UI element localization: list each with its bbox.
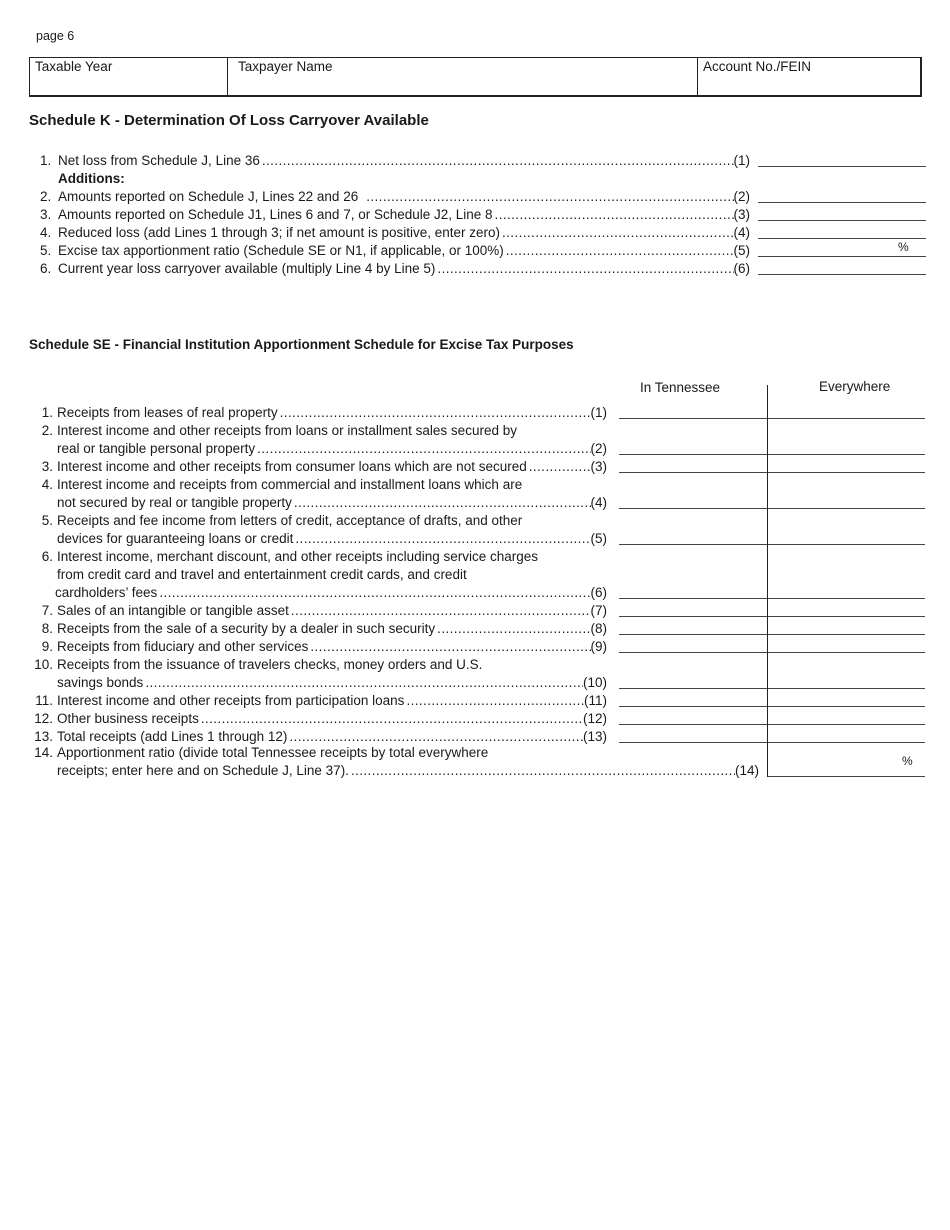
tn-answer-8[interactable] — [619, 634, 767, 635]
line-text-cont: from credit card and travel and entertainment credit cards, and credit — [57, 567, 467, 582]
tn-answer-2[interactable] — [619, 454, 767, 455]
line-text: Current year loss carryover available (multiply Line 4 by Line 5) — [58, 261, 436, 276]
schedule-se-line-6 — [29, 548, 607, 602]
everywhere-answer-12[interactable] — [768, 724, 925, 725]
schedule-se-line-10 — [29, 656, 607, 692]
page-number: page 6 — [36, 29, 75, 43]
schedule-se-line-7 — [29, 602, 607, 620]
leader-dots — [437, 620, 590, 638]
line-ref: (8) — [590, 621, 607, 636]
leader-dots — [262, 152, 734, 170]
line-ref: (4) — [590, 495, 607, 510]
leader-dots — [280, 404, 591, 422]
line-text: Reduced loss (add Lines 1 through 3; if net amount is positive, enter zero) — [58, 225, 500, 240]
schedule-se-line-2 — [29, 422, 607, 458]
leader-dots — [366, 188, 733, 206]
line-number: 6. — [40, 261, 52, 276]
schedule-k-line-5 — [40, 242, 750, 260]
line-number: 6. — [41, 549, 53, 564]
line-number: 12. — [34, 711, 53, 726]
account-no-label: Account No./FEIN — [703, 59, 812, 74]
leader-dots — [529, 458, 591, 476]
schedule-se-line-8 — [29, 620, 607, 638]
tn-answer-4[interactable] — [619, 508, 767, 509]
line-number: 11. — [35, 693, 53, 708]
line-text: Receipts from the issuance of travelers checks, money orders and U.S. — [57, 657, 483, 672]
line-text: Receipts and fee income from letters of credit, acceptance of drafts, and other — [57, 513, 523, 528]
leader-dots — [310, 638, 590, 656]
percent-sign: % — [902, 754, 913, 768]
line-ref: (5) — [733, 243, 750, 258]
schedule-se-line-12 — [29, 710, 607, 728]
line-text: Receipts from the sale of a security by a dealer in such security — [57, 621, 436, 636]
everywhere-answer-11[interactable] — [768, 706, 925, 707]
line-ref: (6) — [590, 585, 607, 600]
line-text-cont: cardholders’ fees — [55, 585, 158, 600]
line-text: Interest income and other receipts from consumer loans which are not secured — [57, 459, 527, 474]
tn-answer-9[interactable] — [619, 652, 767, 653]
line-ref: (6) — [733, 261, 750, 276]
line-text: Interest income and other receipts from loans or installment sales secured by — [57, 423, 517, 438]
tn-answer-3[interactable] — [619, 472, 767, 473]
column-divider — [767, 385, 768, 777]
schedule-se-line-1 — [29, 404, 607, 422]
schedule-se-title: Schedule SE - Financial Institution Apportionment Schedule for Excise Tax Purposes — [29, 337, 574, 352]
schedule-se-line-4 — [29, 476, 607, 512]
leader-dots — [295, 530, 590, 548]
line-number: 13. — [34, 729, 53, 744]
schedule-k-title: Schedule K - Determination Of Loss Carryover Available — [29, 112, 429, 129]
line-ref: (2) — [590, 441, 607, 456]
leader-dots — [257, 440, 590, 458]
schedule-k-line-4 — [40, 224, 750, 242]
schedule-se-line-14 — [29, 744, 759, 780]
schedule-k-line-1 — [40, 152, 750, 170]
account-no-field[interactable] — [698, 58, 923, 95]
line-number: 14. — [34, 745, 53, 760]
leader-dots — [294, 494, 591, 512]
schedule-se-line-11 — [29, 692, 607, 710]
schedule-k-answer-2[interactable] — [758, 202, 926, 203]
line-ref: (4) — [733, 225, 750, 240]
taxable-year-label: Taxable Year — [35, 59, 113, 74]
line-number: 5. — [40, 243, 52, 258]
line-number: 1. — [40, 153, 52, 168]
schedule-k-answer-5[interactable] — [758, 256, 926, 257]
everywhere-answer-3[interactable] — [768, 472, 925, 473]
schedule-k-answer-3[interactable] — [758, 220, 926, 221]
line-text: Excise tax apportionment ratio (Schedule SE or N1, if applicable, or 100%) — [58, 243, 504, 258]
leader-dots — [506, 242, 734, 260]
tn-answer-6[interactable] — [619, 598, 767, 599]
line-ref: (13) — [582, 729, 607, 744]
line-number: 5. — [41, 513, 53, 528]
line-ref: (3) — [590, 459, 607, 474]
tn-answer-5[interactable] — [619, 544, 767, 545]
header-table — [29, 57, 922, 97]
line-text: Receipts from leases of real property — [57, 405, 278, 420]
leader-dots — [291, 602, 591, 620]
line-ref: (1) — [733, 153, 750, 168]
col-header-tennessee: In Tennessee — [640, 380, 721, 395]
line-text: Total receipts (add Lines 1 through 12) — [57, 729, 288, 744]
line-ref: (11) — [583, 693, 607, 708]
line-text: Other business receipts — [57, 711, 199, 726]
line-text: Net loss from Schedule J, Line 36 — [58, 153, 260, 168]
percent-sign: % — [898, 240, 909, 254]
everywhere-answer-8[interactable] — [768, 634, 925, 635]
everywhere-answer-2[interactable] — [768, 454, 925, 455]
leader-dots — [502, 224, 734, 242]
everywhere-answer-6[interactable] — [768, 598, 925, 599]
line-number: 8. — [41, 621, 53, 636]
line-ref: (10) — [582, 675, 607, 690]
line-number: 9. — [41, 639, 53, 654]
line-number: 4. — [41, 477, 53, 492]
additions-label: Additions: — [58, 171, 125, 186]
everywhere-answer-7[interactable] — [768, 616, 925, 617]
schedule-k-answer-1[interactable] — [758, 166, 926, 167]
everywhere-answer-9[interactable] — [768, 652, 925, 653]
line-ref: (9) — [590, 639, 607, 654]
line-number: 3. — [41, 459, 53, 474]
line-ref: (1) — [590, 405, 607, 420]
tn-answer-10[interactable] — [619, 688, 767, 689]
line-text: Interest income, merchant discount, and other receipts including service charges — [57, 549, 538, 564]
line-number: 4. — [40, 225, 52, 240]
line-text: Receipts from fiduciary and other services — [57, 639, 309, 654]
line-number: 10. — [34, 657, 53, 672]
everywhere-answer-4[interactable] — [768, 508, 925, 509]
everywhere-answer-13[interactable] — [768, 742, 925, 743]
line-text-cont: real or tangible personal property — [57, 441, 256, 456]
line-text-cont: receipts; enter here and on Schedule J, Line 37). — [57, 763, 349, 778]
everywhere-answer-5[interactable] — [768, 544, 925, 545]
line-text: Interest income and other receipts from participation loans — [57, 693, 405, 708]
schedule-se-line-3 — [29, 458, 607, 476]
line-ref: (12) — [582, 711, 607, 726]
tn-answer-7[interactable] — [619, 616, 767, 617]
line-text: Interest income and receipts from commercial and installment loans which are — [57, 477, 523, 492]
line-text: Amounts reported on Schedule J1, Lines 6 and 7, or Schedule J2, Line 8 — [58, 207, 493, 222]
schedule-k-line-3 — [40, 206, 750, 224]
leader-dots — [145, 674, 583, 692]
line-ref: (7) — [590, 603, 607, 618]
line-ref: (2) — [733, 189, 750, 204]
line-text: Amounts reported on Schedule J, Lines 22 and 26 — [58, 189, 359, 204]
everywhere-answer-1[interactable] — [768, 418, 925, 419]
tn-answer-11[interactable] — [619, 706, 767, 707]
line-text: Sales of an intangible or tangible asset — [57, 603, 289, 618]
leader-dots — [159, 584, 590, 602]
line-text-cont: savings bonds — [57, 675, 144, 690]
line-ref: (3) — [733, 207, 750, 222]
col-header-everywhere: Everywhere — [819, 379, 891, 394]
taxpayer-name-label: Taxpayer Name — [238, 59, 333, 74]
line-ref: (5) — [590, 531, 607, 546]
schedule-k-answer-4[interactable] — [758, 238, 926, 239]
tn-answer-1[interactable] — [619, 418, 767, 419]
additions-row — [40, 170, 750, 188]
leader-dots — [201, 710, 583, 728]
line-number: 1. — [41, 405, 53, 420]
everywhere-answer-10[interactable] — [768, 688, 925, 689]
line-number: 7. — [41, 603, 53, 618]
line-ref: (14) — [734, 763, 759, 778]
schedule-se-line-5 — [29, 512, 607, 548]
leader-dots — [406, 692, 584, 710]
line-text-cont: not secured by real or tangible property — [57, 495, 292, 510]
line-number: 3. — [40, 207, 52, 222]
line-number: 2. — [40, 189, 52, 204]
taxable-year-field[interactable] — [30, 58, 228, 95]
line-number: 2. — [41, 423, 53, 438]
apportionment-ratio-answer[interactable] — [768, 776, 925, 777]
leader-dots — [351, 762, 735, 780]
schedule-k-answer-6[interactable] — [758, 274, 926, 275]
schedule-se-line-9 — [29, 638, 607, 656]
line-text: Apportionment ratio (divide total Tennessee receipts by total everywhere — [57, 745, 489, 760]
schedule-k-line-6 — [40, 260, 750, 278]
schedule-k-line-2 — [40, 188, 750, 206]
leader-dots — [495, 206, 734, 224]
tn-answer-13[interactable] — [619, 742, 767, 743]
line-text-cont: devices for guaranteeing loans or credit — [57, 531, 294, 546]
leader-dots — [437, 260, 733, 278]
tn-answer-12[interactable] — [619, 724, 767, 725]
taxpayer-name-field[interactable] — [228, 58, 698, 95]
